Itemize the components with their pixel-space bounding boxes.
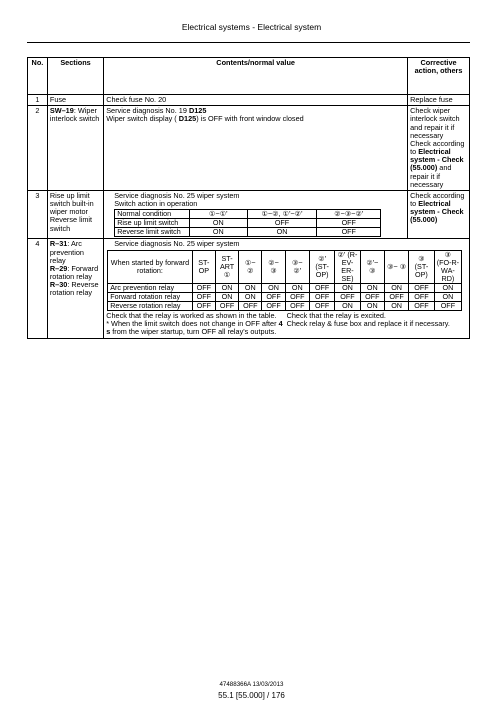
component-code: SW–19	[49, 106, 74, 116]
sub-cell: ON	[239, 283, 262, 292]
row-content	[104, 239, 470, 338]
sub-cell: OFF	[317, 219, 381, 228]
sub-cell: ON	[239, 292, 262, 301]
sub-header-cell: ①~ ②	[239, 250, 262, 283]
component-code: R–30	[49, 280, 68, 290]
relay-note-left	[106, 312, 286, 337]
diagnosis-code: D125	[178, 114, 197, 124]
sub-header-cell: ST-OP	[192, 250, 215, 283]
diagnosis-code: D125	[188, 106, 207, 116]
component-name: Wiper interlock switch	[49, 106, 100, 124]
sub-header-cell: ②'~ ③	[360, 250, 384, 283]
row-number: 1	[28, 95, 48, 106]
sub-cell: OFF	[335, 292, 360, 301]
row-section: Fuse	[47, 95, 103, 106]
sub-cell: OFF	[360, 292, 384, 301]
header-corrective: Corrective action, others	[408, 58, 470, 95]
sub-cell: OFF	[262, 301, 285, 310]
sub-cell: OFF	[317, 228, 381, 237]
note-text: Check that the relay is worked as shown in the table.	[106, 311, 277, 321]
component-name: : Forward rotation relay	[49, 263, 99, 282]
content-text: Service diagnosis No. 19	[106, 106, 189, 116]
relay-note-right	[287, 312, 467, 337]
component-code: R–29	[49, 263, 68, 273]
time-value: 4 s	[106, 319, 283, 337]
sub-cell: OFF	[192, 283, 215, 292]
row-section: SW–19: Wiper interlock switch	[47, 106, 103, 191]
header-contents: Contents/normal value	[104, 58, 408, 95]
row-number: 3	[28, 190, 48, 239]
header-no: No.	[28, 58, 48, 95]
sub-header-cell: ①~②, ①'~②'	[247, 210, 317, 219]
sub-cell: OFF	[192, 301, 215, 310]
component-name: : Arc prevention relay	[49, 239, 84, 265]
sub-header-cell: ③ (ST-OP)	[409, 250, 434, 283]
sub-cell: ON	[335, 283, 360, 292]
sub-header-cell: ST-ART ①	[215, 250, 238, 283]
content-text: Service diagnosis No. 25 wiper system	[114, 239, 240, 249]
component-code: R–31	[49, 239, 68, 249]
page-header-title: Electrical systems - Electrical system	[181, 22, 322, 32]
row-number: 4	[28, 239, 48, 338]
relay-action-table	[107, 250, 462, 311]
sub-cell: OFF	[215, 301, 238, 310]
note-text: * When the limit switch does not change in OFF after	[106, 319, 279, 329]
action-text: Check wiper interlock switch and repair it if necessary	[410, 106, 460, 140]
header-sections: Sections	[47, 58, 103, 95]
header-rule	[27, 42, 470, 43]
row-content: Check fuse No. 20	[104, 95, 408, 106]
table-header-row	[28, 58, 470, 95]
content-text: ) is OFF with front window closed	[196, 114, 304, 124]
table-row	[28, 106, 470, 191]
sub-header-cell: ③ (FO-R-WA-RD)	[434, 250, 462, 283]
sub-cell: ON	[384, 301, 408, 310]
sub-cell: OFF	[384, 292, 408, 301]
sub-cell: OFF	[409, 292, 434, 301]
action-text: Check according to	[410, 138, 465, 157]
row-action: Replace fuse	[408, 95, 470, 106]
sub-header-cell: ③~ ③	[384, 250, 408, 283]
sub-cell: ON	[262, 283, 285, 292]
sub-row-label: Forward rotation relay	[108, 292, 193, 301]
document-code: 47488366A 13/03/2013	[219, 681, 284, 688]
sub-row-label: Reverse limit switch	[115, 228, 190, 237]
relay-notes	[106, 312, 467, 337]
sub-cell: OFF	[309, 301, 334, 310]
sub-cell: ON	[215, 292, 238, 301]
note-text: Check that the relay is excited.	[286, 311, 386, 321]
content-text: Wiper switch display (	[106, 114, 179, 124]
row-section	[47, 239, 103, 338]
content-text: Switch action in operation	[114, 199, 198, 209]
row-content	[104, 190, 408, 239]
sub-header-cell: ②' (R-EV-ER-SE)	[335, 250, 360, 283]
sub-cell: ON	[189, 219, 247, 228]
reference-link[interactable]: Electrical system - Check (55.000)	[410, 199, 464, 225]
sub-row-label: Arc prevention relay	[108, 283, 193, 292]
sub-cell: OFF	[285, 292, 309, 301]
row-section: Rise up limit switch built-in wiper motor Reverse limit switch	[47, 190, 103, 239]
sub-cell: ON	[285, 283, 309, 292]
sub-cell: OFF	[409, 283, 434, 292]
sub-row-label: Rise up limit switch	[115, 219, 190, 228]
sub-table-header-row	[108, 250, 462, 283]
action-text: and repair it if necessary	[410, 163, 452, 189]
sub-header-cell: Normal condition	[115, 210, 190, 219]
row-content	[104, 106, 408, 191]
row-number: 2	[28, 106, 48, 191]
sub-table-row	[115, 228, 381, 237]
sub-header-cell: ①~①'	[189, 210, 247, 219]
sub-header-cell: ②~ ③	[262, 250, 285, 283]
sub-cell: OFF	[239, 301, 262, 310]
note-text: Check relay & fuse box and replace it if necessary.	[286, 319, 450, 329]
sub-cell: ON	[247, 228, 317, 237]
sub-cell: OFF	[309, 283, 334, 292]
sub-header-cell: ③~ ②'	[285, 250, 309, 283]
sub-cell: OFF	[262, 292, 285, 301]
sub-cell: ON	[360, 301, 384, 310]
content-text: Service diagnosis No. 25 wiper system	[114, 190, 240, 200]
sub-cell: OFF	[285, 301, 309, 310]
table-row	[28, 190, 470, 239]
sub-row-label: Reverse rotation relay	[108, 301, 193, 310]
sub-cell: ON	[215, 283, 238, 292]
sub-cell: ON	[360, 283, 384, 292]
sub-cell: OFF	[434, 301, 462, 310]
reference-link[interactable]: Electrical system - Check (55.000)	[410, 147, 464, 173]
diagnosis-table	[27, 57, 470, 339]
sub-cell: OFF	[309, 292, 334, 301]
sub-cell: OFF	[409, 301, 434, 310]
sub-header-label: When started by forward rotation:	[108, 250, 193, 283]
sub-header-cell: ②' (ST-OP)	[309, 250, 334, 283]
sub-cell: OFF	[192, 292, 215, 301]
sub-cell: ON	[434, 292, 462, 301]
row-action	[408, 106, 470, 191]
sub-cell: OFF	[247, 219, 317, 228]
sub-cell: ON	[335, 301, 360, 310]
table-row	[28, 239, 470, 338]
sub-cell: ON	[189, 228, 247, 237]
sub-table-row	[108, 301, 462, 310]
sub-header-cell: ②~③~②'	[317, 210, 381, 219]
component-name: : Reverse rotation relay	[49, 280, 99, 298]
row-action	[408, 190, 470, 239]
sub-cell: ON	[434, 283, 462, 292]
switch-action-table	[114, 209, 381, 237]
table-row	[28, 95, 470, 106]
sub-cell: ON	[384, 283, 408, 292]
action-text: Check according to	[410, 190, 465, 209]
page-number: 55.1 [55.000] / 176	[218, 691, 285, 700]
note-text: from the wiper startup, turn OFF all relay's outputs.	[110, 327, 277, 337]
